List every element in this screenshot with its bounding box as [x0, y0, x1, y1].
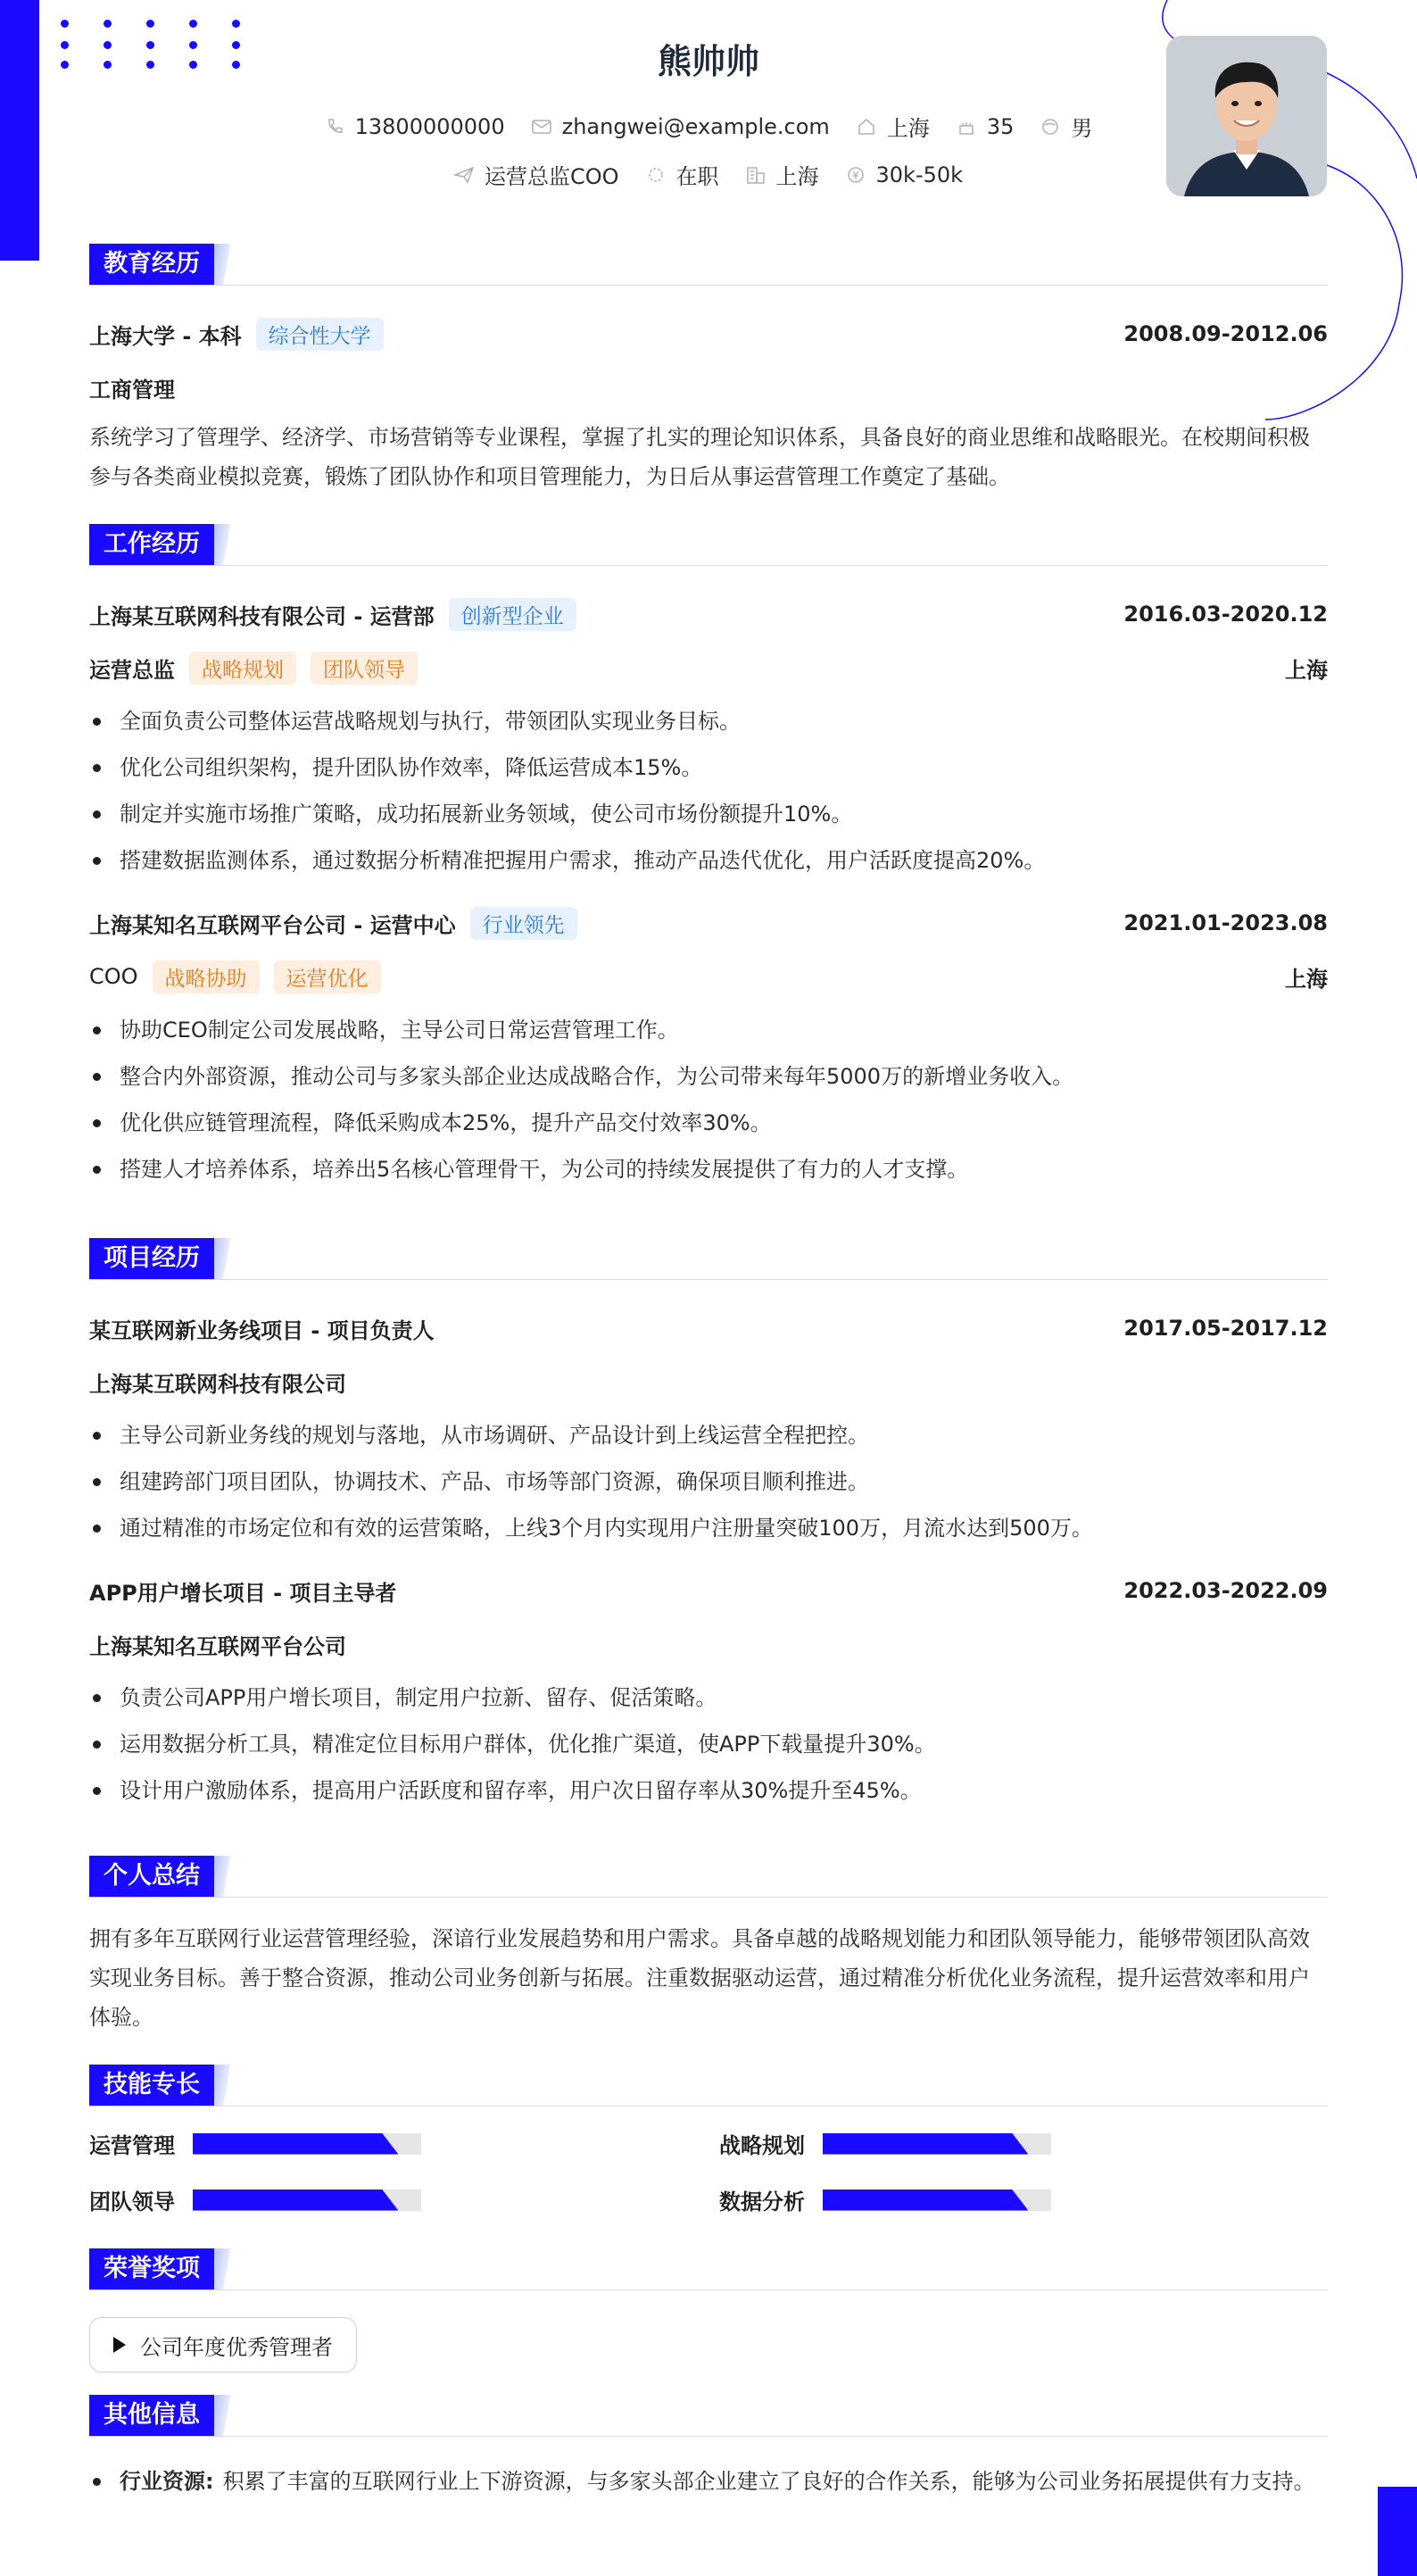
skill-bar [823, 2190, 1051, 2211]
list-item: 通过精准的市场定位和有效的运营策略，上线3个月内实现用户注册量突破100万，月流水达到500万。 [89, 1505, 1328, 1551]
heading-tail [214, 524, 234, 565]
list-item: 制定并实施市场推广策略，成功拓展新业务领域，使公司市场份额提升10%。 [89, 791, 1328, 837]
status-item [646, 159, 719, 190]
skill-item [89, 2184, 719, 2215]
section-title: 荣誉奖项 [89, 2248, 214, 2289]
list-item: 负责公司APP用户增长项目，制定用户拉新、留存、促活策略。 [89, 1674, 1328, 1721]
heading-tail [214, 244, 234, 285]
list-item: 运用数据分析工具，精准定位目标用户群体，优化推广渠道，使APP下载量提升30%。 [89, 1721, 1328, 1767]
email-text: zhangwei@example.com [561, 113, 830, 139]
project-tasks [89, 1412, 1328, 1551]
company-tag: 行业领先 [470, 907, 577, 940]
honor-badge [89, 2317, 357, 2372]
list-item: 搭建数据监测体系，通过数据分析精准把握用户需求，推动产品迭代优化，用户活跃度提高20%。 [89, 837, 1328, 884]
work-duties [89, 1007, 1328, 1192]
position-item [454, 159, 619, 190]
age-item [957, 114, 1015, 139]
gender-item [1040, 111, 1092, 142]
heading-tail [214, 2395, 234, 2436]
school-tag: 综合性大学 [256, 318, 384, 351]
skill-bar-fill [823, 2190, 1028, 2211]
education-row [89, 307, 1328, 361]
summary-heading [89, 1855, 1328, 1898]
resume-header [0, 0, 1417, 223]
role-tag: 团队领导 [311, 652, 418, 685]
major: 工商管理 [89, 377, 175, 403]
resume-body [89, 243, 1328, 2505]
work-entry [89, 896, 1328, 1192]
salary-text: 30k-50k [875, 162, 964, 187]
building-icon [746, 165, 766, 185]
other-list [89, 2458, 1328, 2505]
honor-text: 公司年度优秀管理者 [140, 2334, 333, 2360]
skills-grid [89, 2128, 1328, 2215]
other-heading [89, 2394, 1328, 2437]
position-text: 运营总监COO [484, 164, 619, 189]
email-item [532, 114, 830, 139]
skill-bar-fill [193, 2190, 398, 2211]
education-period: 2008.09-2012.06 [1123, 321, 1328, 346]
project-tasks [89, 1674, 1328, 1814]
mail-icon [532, 117, 551, 137]
project-title: 某互联网新业务线项目 - 项目负责人 [89, 1317, 435, 1343]
work-period: 2016.03-2020.12 [1123, 602, 1328, 627]
skill-name: 战略规划 [719, 2133, 805, 2158]
send-icon [454, 165, 474, 185]
status-icon [646, 165, 666, 185]
skill-item [719, 2184, 1328, 2215]
company-name: 上海某知名互联网平台公司 - 运营中心 [89, 912, 456, 938]
section-title: 其他信息 [89, 2395, 214, 2436]
heading-tail [214, 1856, 234, 1897]
role-tag: 战略规划 [189, 652, 296, 685]
play-triangle-icon [113, 2337, 126, 2353]
work-period: 2021.01-2023.08 [1123, 910, 1328, 935]
company-name: 上海某互联网科技有限公司 - 运营部 [89, 603, 435, 629]
projects-heading [89, 1237, 1328, 1280]
project-entry [89, 1301, 1328, 1551]
work-section [89, 523, 1328, 1192]
heading-tail [214, 2065, 234, 2106]
skill-bar [823, 2133, 1051, 2155]
skill-bar-fill [193, 2133, 398, 2155]
heading-tail [214, 2248, 234, 2289]
phone-text: 13800000000 [354, 113, 505, 139]
phone-icon [325, 117, 344, 137]
status-text: 在职 [675, 164, 719, 189]
role-tag: 战略协助 [153, 960, 260, 993]
section-title: 项目经历 [89, 1238, 214, 1279]
project-title: APP用户增长项目 - 项目主导者 [89, 1580, 397, 1606]
project-company: 上海某知名互联网平台公司 [89, 1633, 346, 1659]
profile-photo [1166, 36, 1327, 196]
list-item: 主导公司新业务线的规划与落地，从市场调研、产品设计到上线运营全程把控。 [89, 1412, 1328, 1458]
list-item: 优化供应链管理流程，降低采购成本25%，提升产品交付效率30%。 [89, 1100, 1328, 1146]
skill-name: 数据分析 [719, 2190, 805, 2215]
heading-tail [214, 1238, 234, 1279]
section-title: 教育经历 [89, 244, 214, 285]
project-period: 2022.03-2022.09 [1123, 1578, 1328, 1603]
work-city: 上海 [1285, 966, 1328, 992]
list-item [89, 2458, 1328, 2505]
project-period: 2017.05-2017.12 [1123, 1316, 1328, 1341]
gender-icon [1040, 117, 1060, 137]
salary-item [846, 162, 964, 187]
list-item: 优化公司组织架构，提升团队协作效率，降低运营成本15%。 [89, 744, 1328, 791]
age-text: 35 [986, 113, 1015, 139]
work-entry [89, 587, 1328, 884]
other-section [89, 2394, 1328, 2505]
project-entry [89, 1564, 1328, 1814]
list-item: 整合内外部资源，推动公司与多家头部企业达成战略合作，为公司带来每年5000万的新增业务收入。 [89, 1053, 1328, 1100]
skill-bar-fill [823, 2133, 1028, 2155]
city-text: 上海 [775, 164, 819, 189]
education-section [89, 243, 1328, 496]
job-role: COO [89, 964, 138, 989]
major-row [89, 361, 1328, 414]
bottom-right-accent-block [1378, 2487, 1417, 2576]
education-heading [89, 243, 1328, 286]
job-role: 运营总监 [89, 657, 175, 683]
skill-item [719, 2128, 1328, 2159]
work-duties [89, 698, 1328, 884]
other-label: 行业资源: [120, 2469, 214, 2494]
section-title: 技能专长 [89, 2065, 214, 2106]
project-company: 上海某互联网科技有限公司 [89, 1371, 346, 1397]
skills-section [89, 2064, 1328, 2215]
skill-bar [193, 2133, 421, 2155]
work-heading [89, 523, 1328, 566]
location-item [857, 111, 930, 142]
skill-bar [193, 2190, 421, 2211]
section-title: 工作经历 [89, 524, 214, 565]
skill-name: 团队领导 [89, 2190, 175, 2215]
list-item: 组建跨部门项目团队，协调技术、产品、市场等部门资源，确保项目顺利推进。 [89, 1458, 1328, 1505]
list-item: 设计用户激励体系，提高用户活跃度和留存率，用户次日留存率从30%提升至45%。 [89, 1767, 1328, 1814]
honors-section [89, 2248, 1328, 2372]
education-description: 系统学习了管理学、经济学、市场营销等专业课程，掌握了扎实的理论知识体系，具备良好的商业思维和战略眼光。在校期间积极参与各类商业模拟竞赛，锻炼了团队协作和项目管理能力，为日后从事运营管理工作奠定了基础。 [89, 425, 1310, 489]
summary-section [89, 1855, 1328, 2037]
gender-text: 男 [1071, 116, 1093, 141]
location-text: 上海 [886, 116, 930, 141]
phone-item [325, 114, 505, 139]
company-tag: 创新型企业 [449, 598, 576, 631]
candidate-name: 熊帅帅 [657, 42, 759, 81]
work-city: 上海 [1285, 657, 1328, 683]
honors-heading [89, 2248, 1328, 2290]
list-item: 全面负责公司整体运营战略规划与执行，带领团队实现业务目标。 [89, 698, 1328, 744]
skill-item [89, 2128, 719, 2159]
other-text: 积累了丰富的互联网行业上下游资源，与多家头部企业建立了良好的合作关系，能够为公司业务拓展提供有力支持。 [222, 2469, 1315, 2494]
age-icon [957, 117, 976, 137]
list-item: 协助CEO制定公司发展战略，主导公司日常运营管理工作。 [89, 1007, 1328, 1053]
home-icon [857, 117, 876, 137]
school-name: 上海大学 - 本科 [89, 323, 242, 349]
salary-icon [846, 165, 866, 185]
summary-text: 拥有多年互联网行业运营管理经验，深谙行业发展趋势和用户需求。具备卓越的战略规划能力和团队领导能力，能够带领团队高效实现业务目标。善于整合资源，推动公司业务创新与拓展。注重数据驱动运营，通过精准分析优化业务流程，提升运营效率和用户体验。 [89, 1926, 1310, 2030]
city-item [746, 159, 819, 190]
role-tag: 运营优化 [274, 960, 381, 993]
skills-heading [89, 2064, 1328, 2107]
projects-section [89, 1237, 1328, 1814]
list-item: 搭建人才培养体系，培养出5名核心管理骨干，为公司的持续发展提供了有力的人才支撑。 [89, 1146, 1328, 1192]
skill-name: 运营管理 [89, 2133, 175, 2158]
section-title: 个人总结 [89, 1856, 214, 1897]
